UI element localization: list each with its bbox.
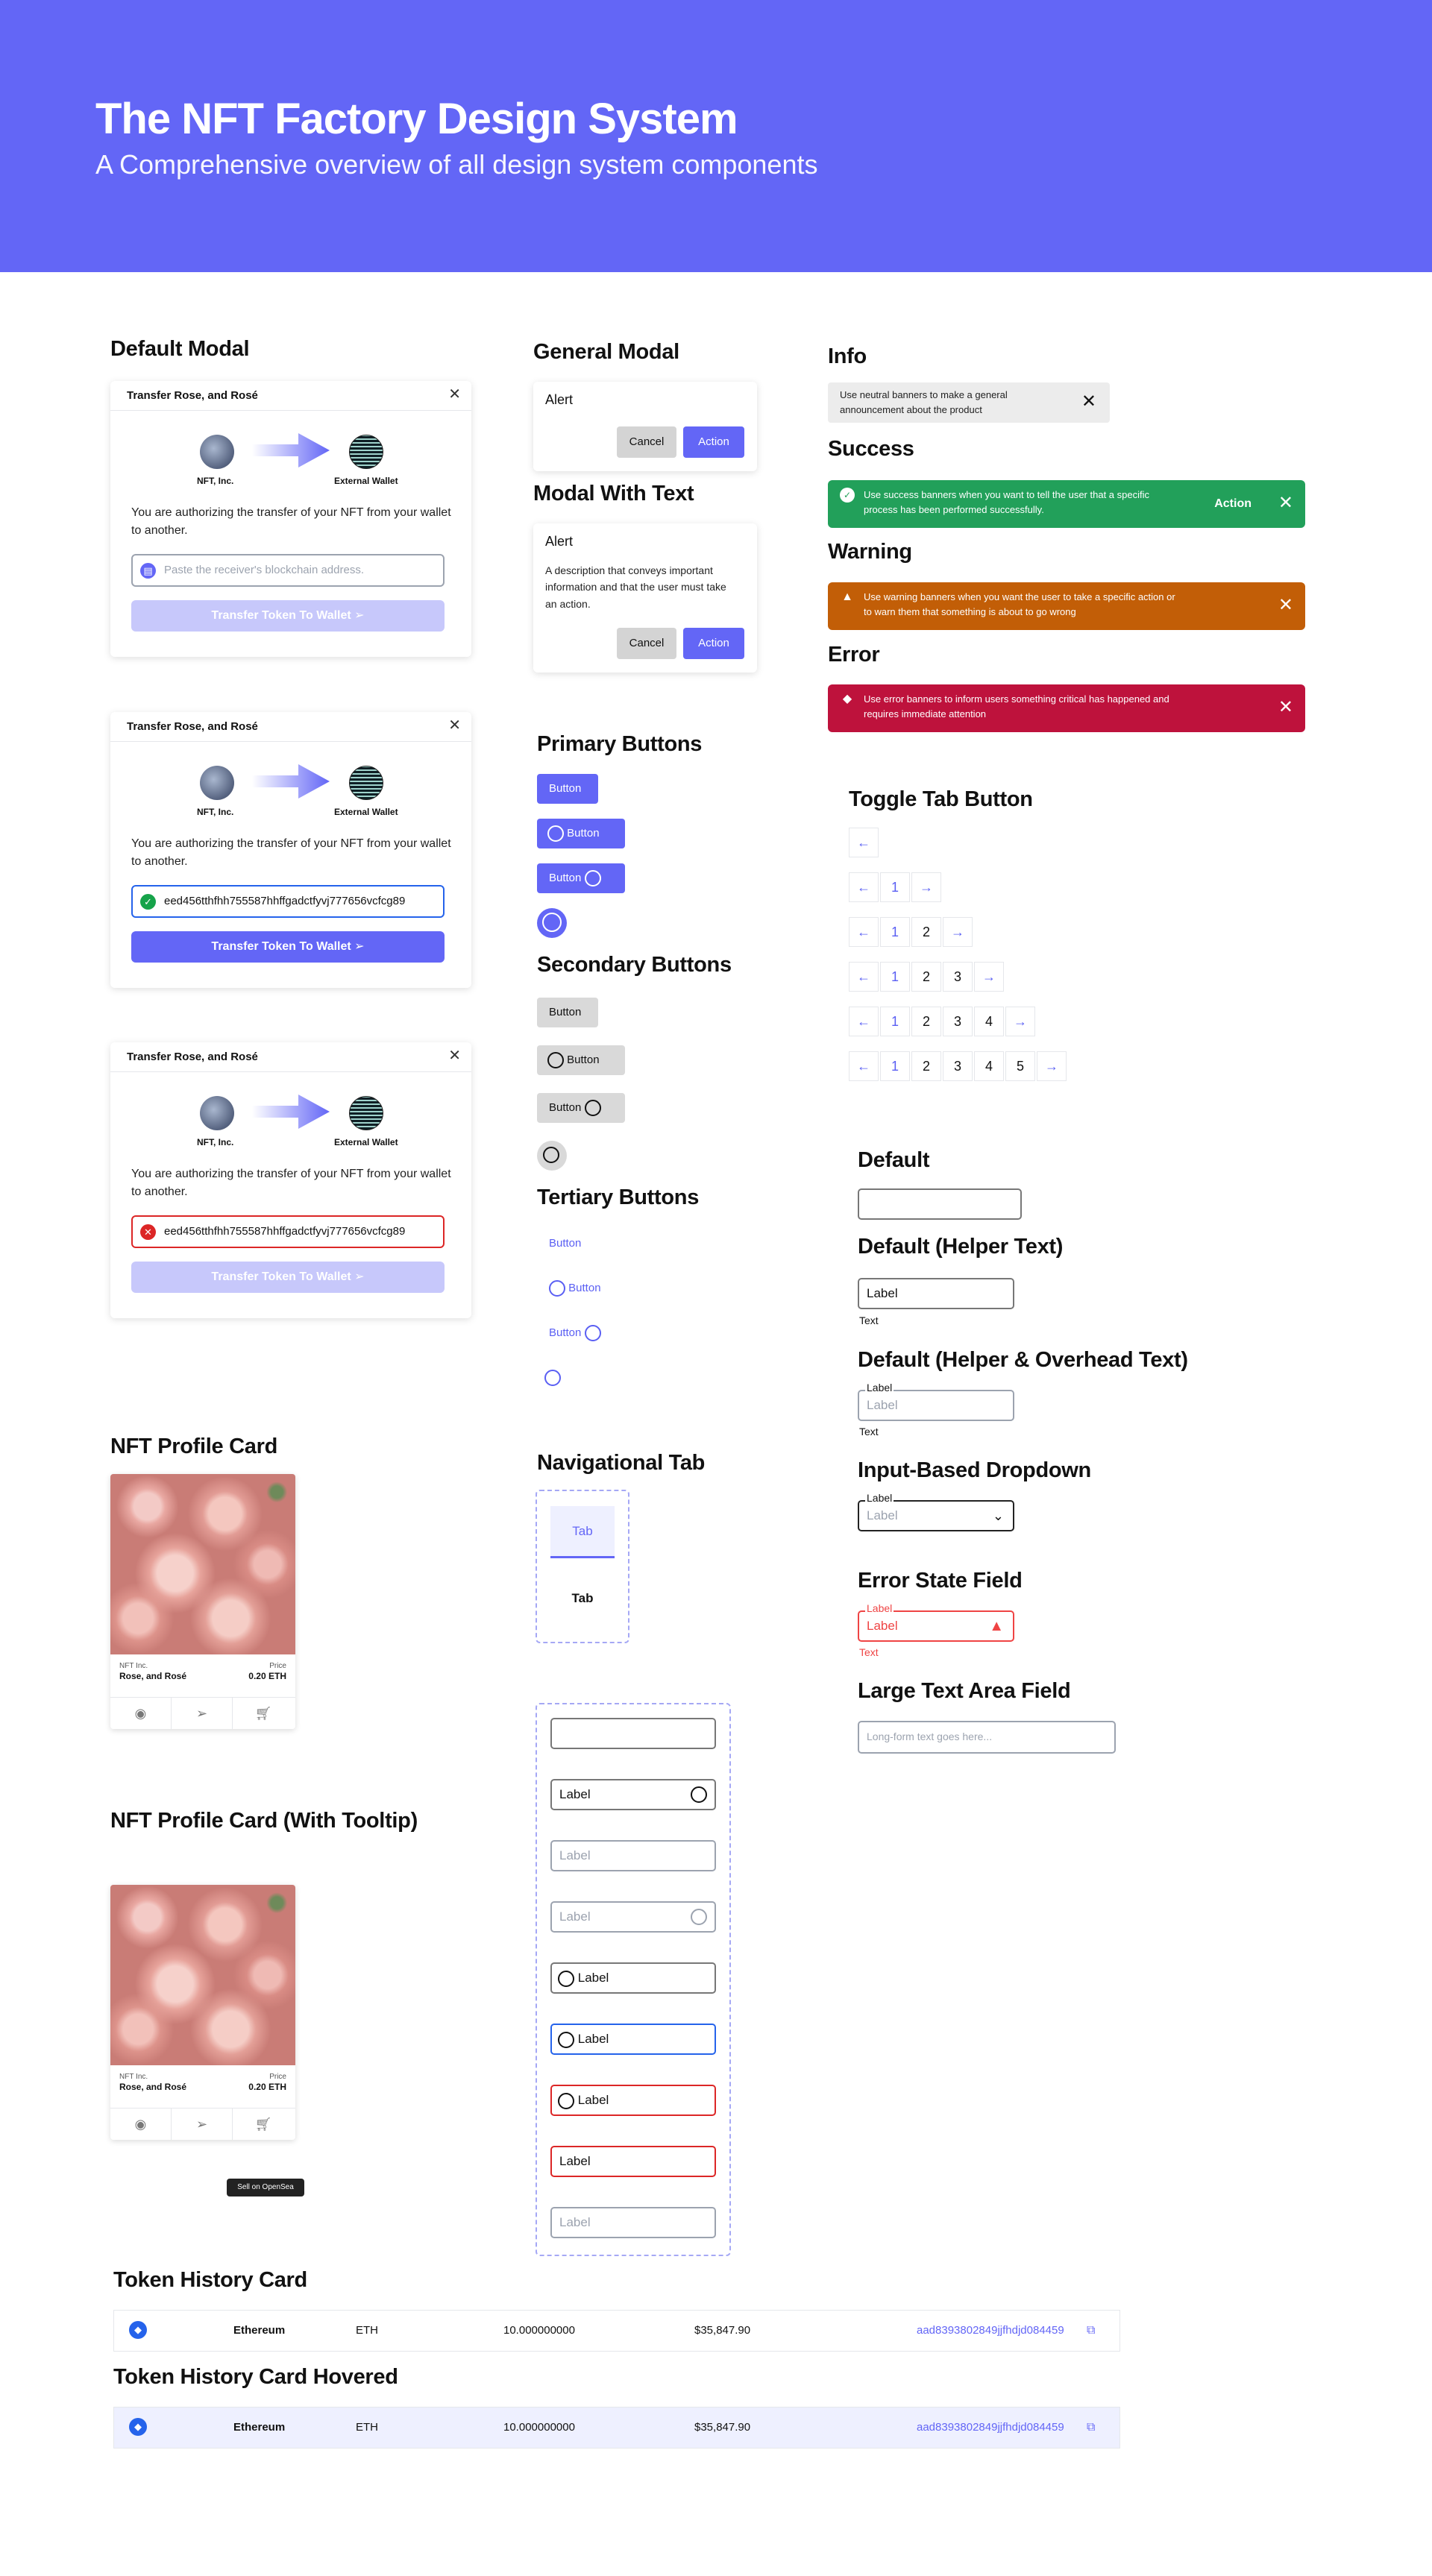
button-label: Transfer Token To Wallet <box>211 940 351 953</box>
arrow-left-icon[interactable]: ← <box>849 962 879 992</box>
dropdown-placeholder: Label <box>867 1508 898 1522</box>
section-title: Info <box>828 344 867 368</box>
arrow-right-icon[interactable]: → <box>974 962 1004 992</box>
to-label: External Wallet <box>334 476 398 486</box>
modal-title: Transfer Rose, and Rosé <box>110 1042 471 1072</box>
from-label: NFT, Inc. <box>197 476 234 486</box>
page-tab-2[interactable]: 2 <box>911 1007 941 1036</box>
creator-label: NFT Inc. <box>119 2073 148 2081</box>
primary-button[interactable]: Button <box>537 774 598 804</box>
page-tab-1[interactable]: 1 <box>880 1051 910 1081</box>
primary-button-icon-left[interactable] <box>537 819 625 848</box>
text-field-overhead[interactable]: Label <box>858 1390 1014 1421</box>
arrow-left-icon[interactable]: ← <box>849 917 879 947</box>
text-field-default[interactable] <box>858 1188 1022 1220</box>
secondary-button-icon-right[interactable] <box>537 1093 625 1123</box>
price-value: 0.20 ETH <box>248 2082 286 2092</box>
banner-text: Use success banners when you want to tell the user that a specific process has been performed successfully. <box>864 489 1149 515</box>
eye-icon[interactable]: ◉ <box>110 2109 172 2140</box>
circle-icon <box>547 825 564 842</box>
field-placeholder: Label <box>559 1909 591 1924</box>
text-field-empty[interactable] <box>550 1718 716 1749</box>
warning-icon: ▲ <box>841 591 853 603</box>
input-placeholder: Paste the receiver's blockchain address. <box>164 564 365 576</box>
nft-actions <box>110 2109 295 2140</box>
banner-text: Use neutral banners to make a general announcement about the product <box>840 389 1008 415</box>
tertiary-icon-button[interactable] <box>544 1363 561 1393</box>
eye-icon[interactable]: ◉ <box>110 1698 172 1729</box>
button-label: Button <box>549 872 582 884</box>
section-title: NFT Profile Card (With Tooltip) <box>110 1809 418 1833</box>
section-title: Navigational Tab <box>537 1451 706 1475</box>
arrow-left-icon[interactable]: ← <box>849 1051 879 1081</box>
page-subtitle: A Comprehensive overview of all design system components <box>95 149 818 180</box>
text-field-error[interactable]: Label <box>550 2146 716 2177</box>
button-label: Transfer Token To Wallet <box>211 1270 351 1283</box>
dropdown-select[interactable] <box>858 1500 1014 1531</box>
section-title: Error State Field <box>858 1569 1023 1593</box>
transfer-modal-valid <box>110 712 471 988</box>
page-tab-5[interactable]: 5 <box>1005 1051 1035 1081</box>
modal-body: You are authorizing the transfer of your NFT from your wallet to another. <box>131 1168 451 1198</box>
section-title: Default (Helper Text) <box>858 1235 1064 1259</box>
section-title: Large Text Area Field <box>858 1679 1071 1703</box>
text-field-error-icon[interactable] <box>550 2085 716 2116</box>
external-link-icon[interactable]: ⧉ <box>1087 2324 1096 2337</box>
transfer-button-disabled[interactable] <box>131 600 445 632</box>
page-title: The NFT Factory Design System <box>95 95 738 143</box>
button-label: Button <box>549 1101 582 1114</box>
modal-body: You are authorizing the transfer of your NFT from your wallet to another. <box>131 837 451 868</box>
button-label: Button <box>567 827 600 840</box>
section-title: Default (Helper & Overhead Text) <box>858 1348 1188 1372</box>
nft-profile-card[interactable] <box>110 1885 295 2140</box>
transfer-modal-empty <box>110 381 471 657</box>
address-input[interactable] <box>131 554 445 587</box>
section-title: Error <box>828 643 880 667</box>
page-tab-1[interactable]: 1 <box>880 962 910 992</box>
send-icon[interactable]: ➢ <box>172 2109 233 2140</box>
info-banner <box>828 382 1110 423</box>
send-icon: ➢ <box>354 1270 365 1283</box>
send-icon: ➢ <box>354 609 365 622</box>
tertiary-button-icon-right[interactable] <box>549 1318 601 1348</box>
modal-title: Alert <box>545 392 574 407</box>
page-tab-1[interactable]: 1 <box>880 1007 910 1036</box>
field-value: Label <box>559 1787 591 1801</box>
section-title: Warning <box>828 540 912 564</box>
cancel-button[interactable]: Cancel <box>617 628 676 659</box>
cart-icon[interactable]: 🛒︎ <box>254 2117 272 2132</box>
error-icon: ◆ <box>842 693 852 705</box>
arrow-right-icon <box>252 433 330 467</box>
arrow-right-icon <box>252 764 330 799</box>
close-icon[interactable]: ✕ <box>1278 697 1293 717</box>
primary-icon-button[interactable] <box>537 908 567 938</box>
token-amount: 10.000000000 <box>503 2421 575 2434</box>
token-history-row[interactable] <box>113 2310 1120 2352</box>
arrow-left-icon[interactable]: ← <box>849 828 879 857</box>
page-header <box>0 0 1432 272</box>
text-area[interactable]: Long-form text goes here... <box>858 1721 1116 1754</box>
nft-image <box>110 1474 295 1654</box>
section-title: Tertiary Buttons <box>537 1185 700 1209</box>
address-input[interactable] <box>131 1215 445 1248</box>
overhead-label: Label <box>867 1382 893 1394</box>
avatar <box>200 435 234 469</box>
secondary-button[interactable]: Button <box>537 998 598 1027</box>
wallet-icon: ▤ <box>140 563 156 579</box>
overhead-label: Label <box>867 1492 893 1504</box>
text-field-helper[interactable]: Label <box>858 1278 1014 1309</box>
action-button[interactable]: Action <box>683 628 744 659</box>
arrow-right-icon[interactable]: → <box>911 872 941 902</box>
arrow-left-icon[interactable]: ← <box>849 1007 879 1036</box>
input-value: eed456tthfhh755587hhffgadctfyvj777656vcfcg89 <box>164 1225 406 1238</box>
page-tab-3[interactable]: 3 <box>943 1007 973 1036</box>
circle-icon <box>558 2093 574 2109</box>
tertiary-button[interactable]: Button <box>549 1237 582 1250</box>
check-circle-icon: ✓ <box>840 488 855 503</box>
close-icon[interactable]: ✕ <box>448 386 461 403</box>
circle-icon <box>542 913 562 932</box>
page-tab-3[interactable]: 3 <box>943 962 973 992</box>
action-button[interactable]: Action <box>683 426 744 458</box>
external-link-icon[interactable]: ⧉ <box>1087 2421 1096 2434</box>
text-field-error-state[interactable] <box>858 1610 1014 1642</box>
text-field-icon-right[interactable] <box>550 1779 716 1810</box>
error-icon: ✕ <box>140 1224 156 1240</box>
tertiary-button-icon-left[interactable] <box>549 1273 601 1303</box>
field-value: Label <box>577 1971 609 1985</box>
circle-icon <box>543 1147 559 1163</box>
price-value: 0.20 ETH <box>248 1671 286 1681</box>
send-icon: ➢ <box>354 940 365 953</box>
success-banner <box>828 480 1305 528</box>
circle-icon <box>691 1909 707 1925</box>
arrow-left-icon[interactable]: ← <box>849 872 879 902</box>
section-title: Input-Based Dropdown <box>858 1458 1091 1482</box>
from-label: NFT, Inc. <box>197 1137 234 1147</box>
section-title: Toggle Tab Button <box>849 787 1033 811</box>
nft-name: Rose, and Rosé <box>119 1671 187 1681</box>
nft-name: Rose, and Rosé <box>119 2082 187 2092</box>
avatar <box>200 766 234 800</box>
page-tab-4[interactable]: 4 <box>974 1007 1004 1036</box>
ethereum-icon: ◆ <box>129 2418 147 2436</box>
text-field-placeholder-icon[interactable] <box>550 1901 716 1933</box>
tab-active[interactable]: Tab <box>550 1506 615 1558</box>
field-value: Label <box>867 1619 898 1633</box>
circle-icon <box>558 2032 574 2048</box>
cart-icon[interactable]: 🛒︎ <box>254 1706 272 1721</box>
token-value: $35,847.90 <box>694 2421 751 2434</box>
text-modal <box>533 523 757 673</box>
avatar <box>349 766 383 800</box>
arrow-right-icon[interactable]: → <box>943 917 973 947</box>
text-field-placeholder[interactable]: Label <box>550 1840 716 1871</box>
avatar <box>200 1096 234 1130</box>
token-hash-link[interactable]: aad8393802849jjfhdjd084459 <box>917 2324 1064 2337</box>
field-value: Label <box>577 2093 609 2107</box>
page-tab-2[interactable]: 2 <box>911 1051 941 1081</box>
overhead-label: Label <box>867 1602 893 1614</box>
banner-text: Use error banners to inform users something critical has happened and requires immediate attention <box>864 693 1169 719</box>
price-label: Price <box>269 1662 286 1670</box>
page-tab-2[interactable]: 2 <box>911 962 941 992</box>
primary-button-icon-right[interactable] <box>537 863 625 893</box>
arrow-right-icon[interactable]: → <box>1037 1051 1067 1081</box>
page-tab-1[interactable]: 1 <box>880 917 910 947</box>
ethereum-icon: ◆ <box>129 2321 147 2339</box>
address-input[interactable] <box>131 885 445 918</box>
section-title: Token History Card <box>113 2268 307 2292</box>
token-symbol: ETH <box>356 2421 378 2434</box>
transfer-button[interactable] <box>131 931 445 963</box>
close-icon[interactable]: ✕ <box>448 1048 461 1064</box>
circle-icon <box>585 1325 601 1341</box>
tooltip: Sell on OpenSea <box>227 2179 304 2196</box>
field-value: Label <box>577 2032 609 2046</box>
banner-action-button[interactable]: Action <box>1214 497 1252 510</box>
cancel-button[interactable]: Cancel <box>617 426 676 458</box>
close-icon[interactable]: ✕ <box>1278 595 1293 615</box>
transfer-button-disabled[interactable] <box>131 1262 445 1293</box>
page-tab-1[interactable]: 1 <box>880 872 910 902</box>
arrow-right-icon <box>252 1095 330 1129</box>
modal-title: Transfer Rose, and Rosé <box>110 712 471 742</box>
modal-body: A description that conveys important information and that the user must take an action. <box>545 564 726 610</box>
token-amount: 10.000000000 <box>503 2324 575 2337</box>
avatar <box>349 1096 383 1130</box>
token-symbol: ETH <box>356 2324 378 2337</box>
circle-icon <box>691 1786 707 1803</box>
circle-icon <box>585 870 601 887</box>
button-label: Button <box>549 1326 582 1339</box>
token-value: $35,847.90 <box>694 2324 751 2337</box>
secondary-button-icon-left[interactable] <box>537 1045 625 1075</box>
section-title: NFT Profile Card <box>110 1435 277 1458</box>
warning-icon: ▲ <box>989 1618 1004 1634</box>
section-title: Success <box>828 437 914 461</box>
tab-inactive[interactable]: Tab <box>571 1591 594 1605</box>
chevron-down-icon: ⌄ <box>992 1508 1004 1523</box>
arrow-right-icon[interactable]: → <box>1005 1007 1035 1036</box>
transfer-modal-error <box>110 1042 471 1318</box>
section-title: Default <box>858 1148 930 1172</box>
circle-icon <box>544 1370 561 1386</box>
price-label: Price <box>269 2073 286 2081</box>
circle-icon <box>558 1971 574 1987</box>
to-label: External Wallet <box>334 807 398 817</box>
general-modal <box>533 382 757 471</box>
button-label: Transfer Token To Wallet <box>211 609 351 622</box>
nft-meta <box>110 1654 295 1698</box>
modal-body: You are authorizing the transfer of your NFT from your wallet to another. <box>131 506 451 537</box>
circle-icon <box>549 1280 565 1297</box>
from-label: NFT, Inc. <box>197 807 234 817</box>
helper-text: Text <box>859 1426 879 1437</box>
nft-meta <box>110 2065 295 2109</box>
avatar <box>349 435 383 469</box>
button-label: Button <box>568 1282 601 1294</box>
token-hash-link[interactable]: aad8393802849jjfhdjd084459 <box>917 2421 1064 2434</box>
section-title: Default Modal <box>110 337 250 361</box>
input-value: eed456tthfhh755587hhffgadctfyvj777656vcfcg89 <box>164 895 406 907</box>
token-name: Ethereum <box>233 2324 286 2337</box>
circle-icon <box>547 1052 564 1068</box>
check-icon: ✓ <box>140 894 156 910</box>
text-field-focused[interactable] <box>550 2024 716 2055</box>
circle-icon <box>585 1100 601 1116</box>
secondary-icon-button[interactable] <box>537 1141 567 1171</box>
warning-banner <box>828 582 1305 630</box>
token-history-row-hovered[interactable] <box>113 2407 1120 2449</box>
section-title: Token History Card Hovered <box>113 2365 398 2389</box>
section-title: Primary Buttons <box>537 732 703 756</box>
creator-label: NFT Inc. <box>119 1662 148 1670</box>
section-title: Modal With Text <box>533 482 694 506</box>
nft-profile-card[interactable] <box>110 1474 295 1729</box>
token-name: Ethereum <box>233 2421 286 2434</box>
text-field-disabled[interactable]: Label <box>550 2207 716 2238</box>
close-icon[interactable]: ✕ <box>1278 493 1293 513</box>
nft-image <box>110 1885 295 2065</box>
modal-title: Alert <box>545 534 574 549</box>
modal-title: Transfer Rose, and Rosé <box>110 381 471 411</box>
nft-actions <box>110 1698 295 1729</box>
send-icon[interactable]: ➢ <box>172 1698 233 1729</box>
page-tab-4[interactable]: 4 <box>974 1051 1004 1081</box>
page-tab-2[interactable]: 2 <box>911 917 941 947</box>
section-title: Secondary Buttons <box>537 953 732 977</box>
close-icon[interactable]: ✕ <box>448 717 461 734</box>
helper-text: Text <box>859 1646 879 1658</box>
banner-text: Use warning banners when you want the user to take a specific action or to warn them that something is about to go wrong <box>864 591 1175 617</box>
text-field-icon-left[interactable] <box>550 1962 716 1994</box>
section-title: General Modal <box>533 340 679 364</box>
close-icon[interactable]: ✕ <box>1081 391 1096 412</box>
to-label: External Wallet <box>334 1137 398 1147</box>
helper-text: Text <box>859 1314 879 1326</box>
page-tab-3[interactable]: 3 <box>943 1051 973 1081</box>
error-banner <box>828 684 1305 732</box>
button-label: Button <box>567 1054 600 1066</box>
